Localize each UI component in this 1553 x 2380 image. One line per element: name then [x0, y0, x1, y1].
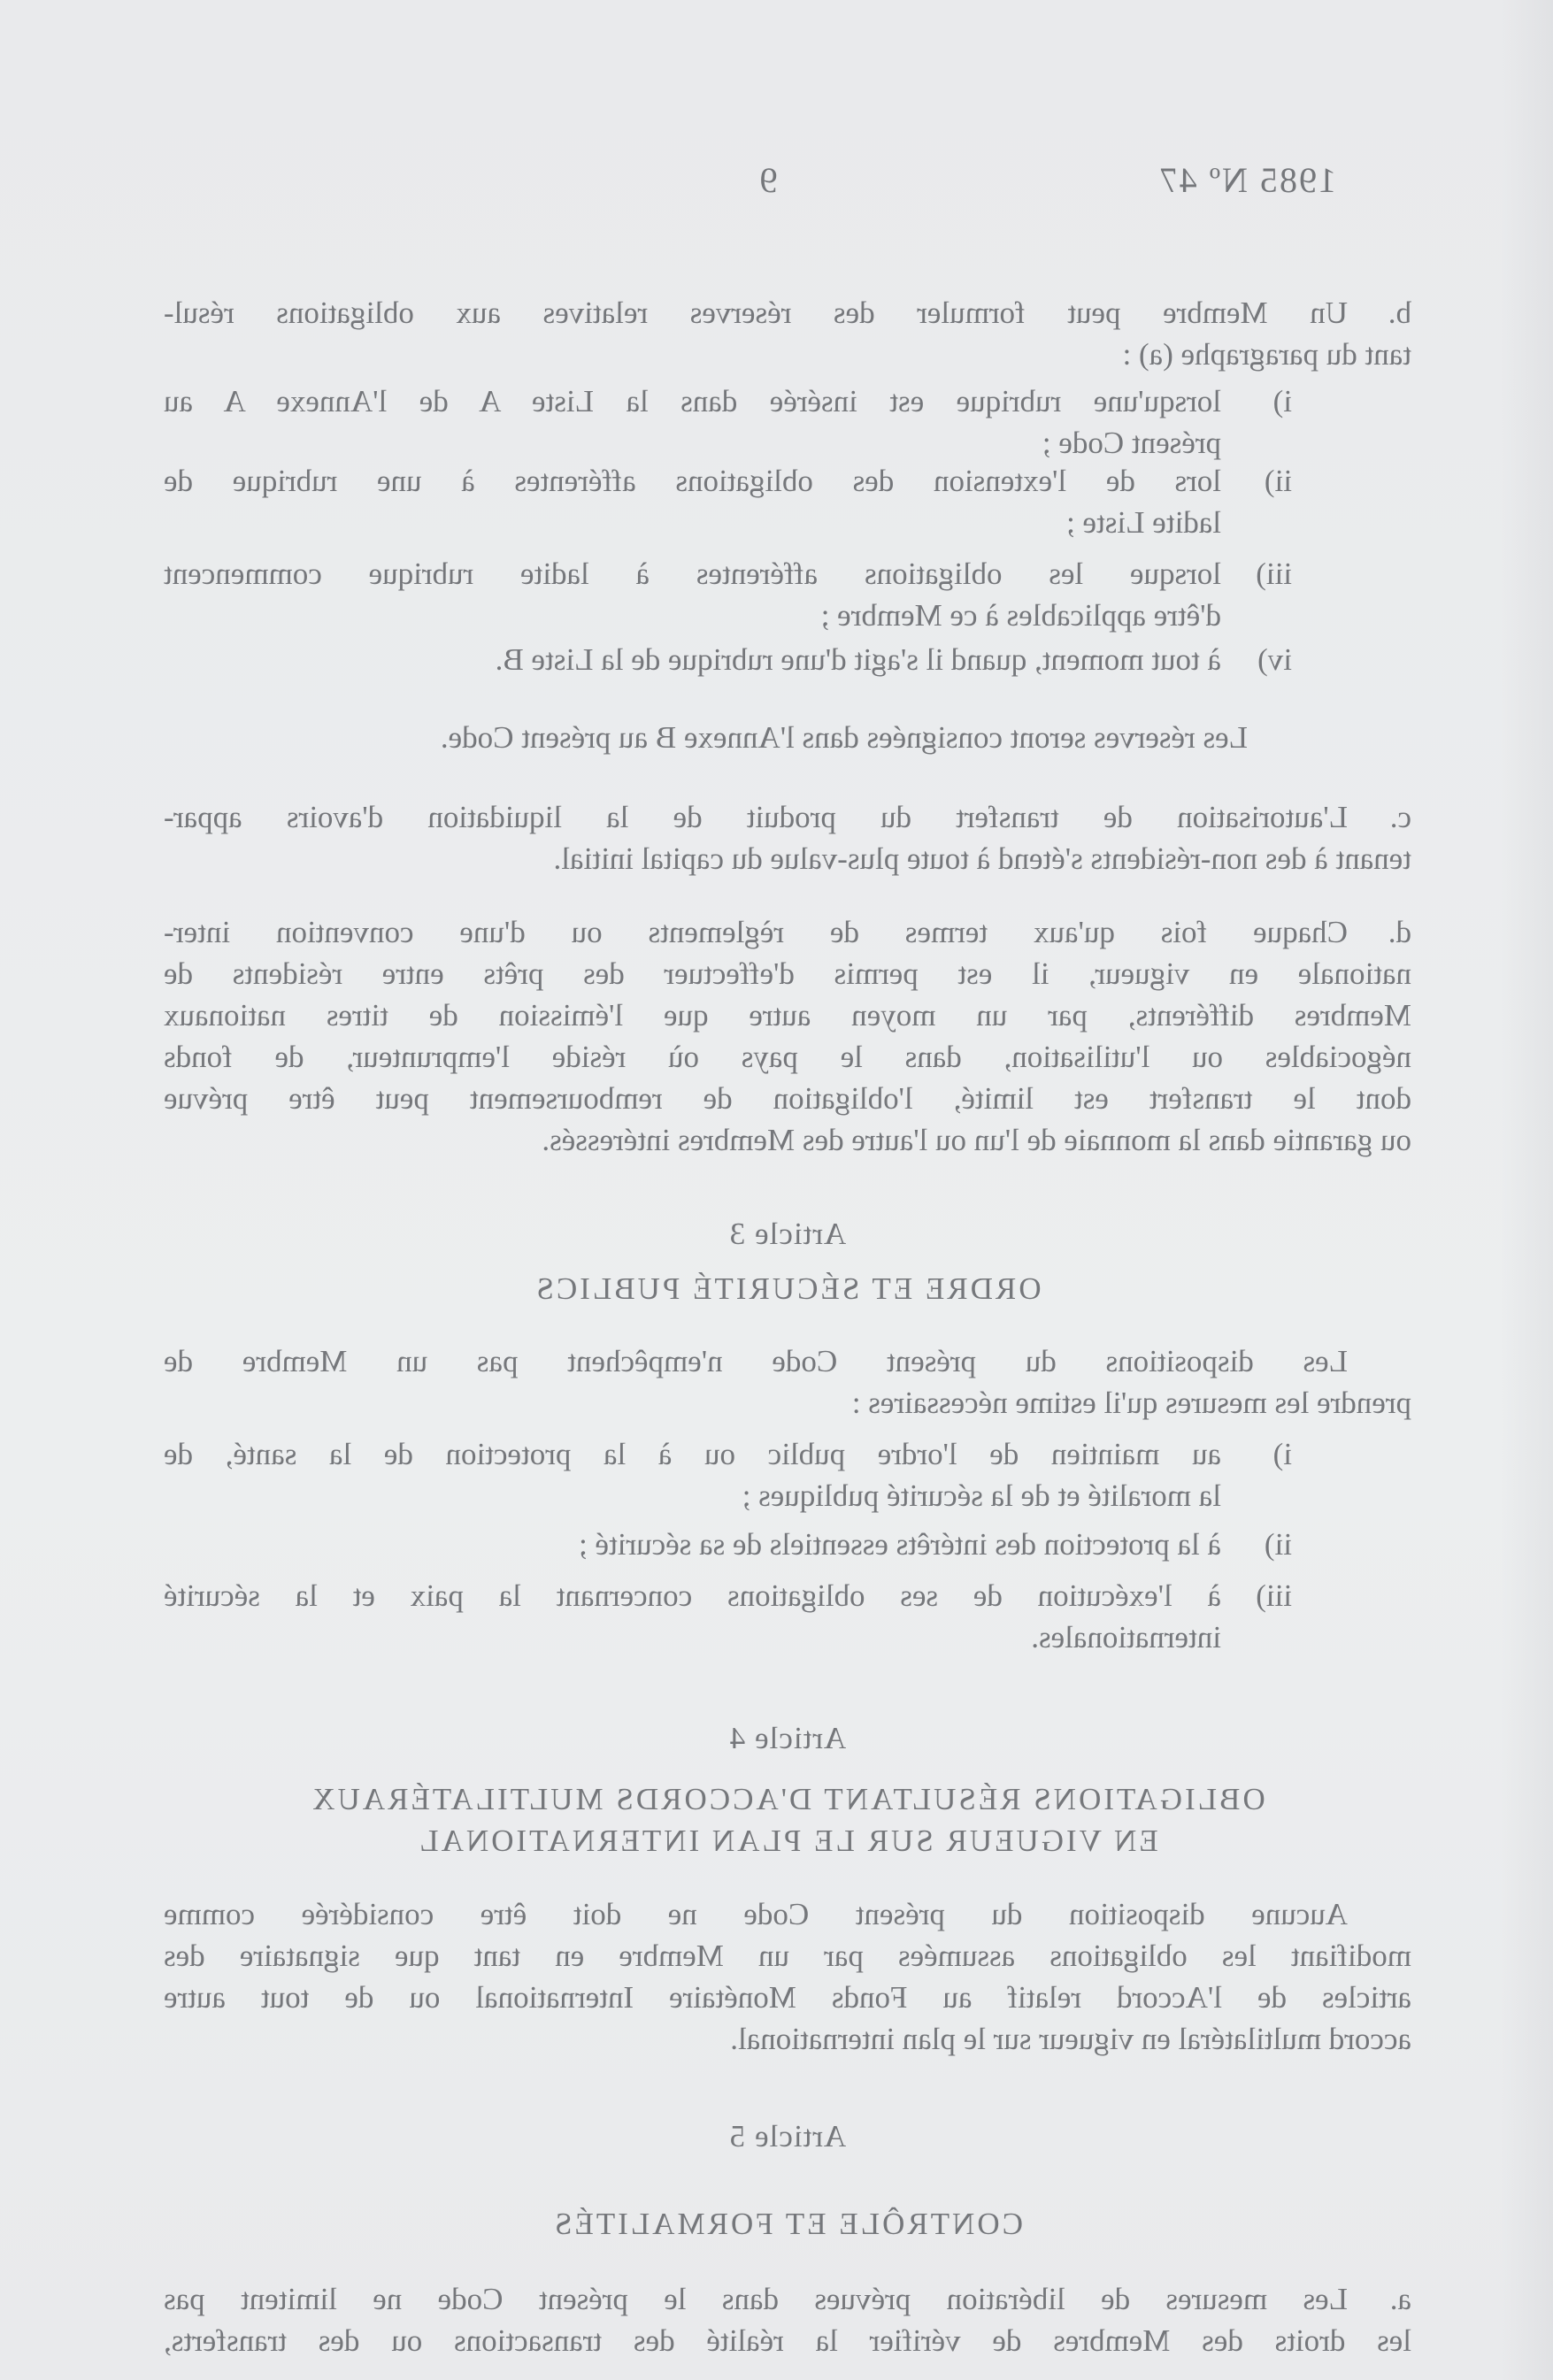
- paragraph-b-line-2: tant du paragraphe (a) :: [1122, 337, 1411, 372]
- paragraph-b: [164, 292, 1411, 375]
- article-5-a-marker: a.: [1389, 2282, 1411, 2316]
- item-line: à tout moment, quand il s'agit d'une rubrique de la Liste B.: [495, 642, 1221, 677]
- paragraph-b-text-1: Un Membre peut formuler des réserves relatives aux obligations résul-: [164, 296, 1348, 330]
- paragraph-c-marker: c.: [1389, 800, 1411, 834]
- item-line: internationales.: [1031, 1620, 1221, 1654]
- article-4-line-3: articles de l'Accord relatif au Fonds Monétaire International ou de tout autre: [164, 1980, 1411, 2015]
- item-line: lorsque les obligations afférentes à ladite rubrique commencent: [164, 557, 1221, 591]
- article-5-title: CONTRÔLE ET FORMALITÉS: [551, 2207, 1024, 2241]
- item-number: i): [1272, 1437, 1292, 1471]
- article-5-a-text-1: Les mesures de libération prévues dans le présent Code ne limitent pas: [164, 2282, 1348, 2316]
- article-4-line-4: accord multilatéral en vigueur sur le plan international.: [730, 2022, 1411, 2056]
- item-line: au maintien de l'ordre public ou à la protection de la santé, de: [164, 1437, 1221, 1471]
- paragraph-c-text-1: L'autorisation de transfert du produit de la liquidation d'avoirs appar-: [164, 800, 1348, 834]
- item-line: à la protection des intérêts essentiels de sa sécurité ;: [579, 1527, 1221, 1562]
- item-number: iv): [1257, 642, 1292, 677]
- paragraph-b-closing: [164, 717, 1248, 758]
- article-5-a-line-2: les droits des Membres de vérifier la réalité des transactions ou des transferts,: [164, 2323, 1411, 2358]
- item-line: la moralité et de la sécurité publiques ;: [742, 1478, 1221, 1513]
- article-5-a-line-1: [164, 2278, 1411, 2320]
- paragraph-b-marker: b.: [1388, 296, 1411, 330]
- item-number: iii): [1256, 557, 1292, 591]
- page-header: [199, 159, 1336, 200]
- article-4-title-line-2: EN VIGUEUR SUR LE PLAN INTERNATIONAL: [417, 1823, 1158, 1858]
- paragraph-d-line-5: dont le transfert est limité, l'obligation de remboursement peut être prévue: [164, 1081, 1411, 1116]
- paragraph-b-closing-text: Les réserves seront consignées dans l'Annexe B au présent Code.: [440, 720, 1248, 755]
- paragraph-d-text-1: Chaque fois qu'aux termes de règlements ou d'une convention inter-: [164, 915, 1348, 949]
- page-number: 9: [757, 160, 778, 200]
- article-4-line-2: modifiant les obligations assumées par un Membre en tant que signataire des: [164, 1939, 1411, 1973]
- item-number: iii): [1256, 1578, 1292, 1613]
- article-4-text-1: Aucune disposition du présent Code ne doit être considérée comme: [164, 1897, 1348, 1931]
- article-4-line-1: [164, 1893, 1411, 1935]
- article-3-title: ORDRE ET SÉCURITÉ PUBLICS: [534, 1271, 1042, 1306]
- paragraph-d-line-3: Membres différents, par un moyen autre que l'émission de titres nationaux: [164, 998, 1411, 1033]
- item-line: lorsqu'une rubrique est insérée dans la Liste A de l'Annexe A au: [164, 384, 1221, 418]
- header-year-number: 1985 Nº 47: [1157, 160, 1336, 200]
- item-number: ii): [1264, 1527, 1292, 1562]
- article-3-intro: [164, 1340, 1411, 1424]
- paragraph-c-line-1: [164, 796, 1411, 838]
- article-3-intro-line-1: [164, 1340, 1411, 1382]
- article-4-label: Article 4: [728, 1721, 847, 1755]
- paragraph-d-line-4: négociables ou l'utilisation, dans le pays où réside l'emprunteur, de fonds: [164, 1040, 1411, 1074]
- paragraph-c: [164, 796, 1411, 879]
- paragraph-d-line-2: nationale en vigueur, il est permis d'effectuer des prêts entre résidents de: [164, 956, 1411, 991]
- item-line: lors de l'extension des obligations afférentes à une rubrique de: [164, 464, 1221, 498]
- paragraph-d: [164, 911, 1411, 1161]
- article-3-intro-line-2: prendre les mesures qu'il estime nécessaires :: [851, 1386, 1411, 1420]
- item-line: à l'exécution de ses obligations concernant la paix et la sécurité: [164, 1578, 1221, 1613]
- article-4-title-line-1: OBLIGATIONS RÉSULTANT D'ACCORDS MULTILATÉRAUX: [310, 1782, 1265, 1816]
- paragraph-c-line-2: tenant à des non-résidents s'étend à toute plus-value du capital initial.: [553, 841, 1411, 876]
- paragraph-d-line-1: [164, 911, 1411, 953]
- article-3-label: Article 3: [728, 1217, 847, 1251]
- article-5-label: Article 5: [728, 2119, 847, 2154]
- paragraph-d-marker: d.: [1388, 915, 1411, 949]
- item-number: i): [1272, 384, 1292, 418]
- item-line: d'être applicables à ce Membre ;: [820, 598, 1221, 633]
- item-line: présent Code ;: [1042, 426, 1221, 460]
- item-line: ladite Liste ;: [1066, 505, 1221, 540]
- article-4-paragraph: [164, 1893, 1411, 2060]
- paragraph-d-line-6: ou garantie dans la monnaie de l'un ou l'autre des Membres intéressés.: [542, 1123, 1411, 1157]
- article-5-paragraph-a: [164, 2278, 1411, 2361]
- item-number: ii): [1264, 464, 1292, 498]
- paragraph-b-line-1: [164, 292, 1411, 334]
- article-3-intro-text-1: Les dispositions du présent Code n'empêchent pas un Membre de: [164, 1344, 1348, 1378]
